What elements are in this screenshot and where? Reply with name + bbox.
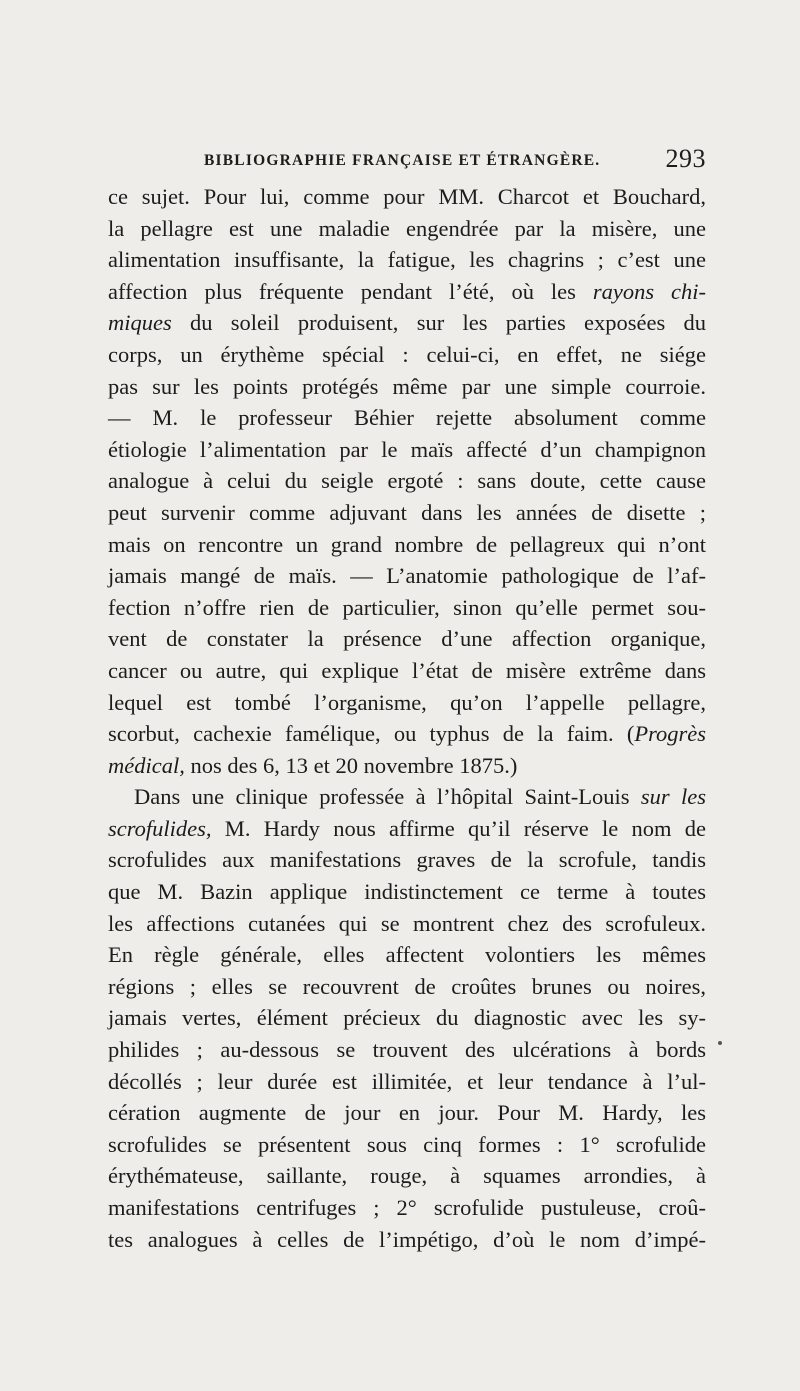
line-text: scrofulides aux manifestations graves de la scrofule, tandis (108, 847, 706, 873)
line-text: étiologie l’alimentation par le maïs affecté d’un champignon (108, 436, 706, 462)
line-text: ce sujet. Pour lui, comme pour MM. Charcot et Bouchard, (108, 184, 706, 209)
line-text: du soleil produisent, sur les parties exposées du (171, 310, 706, 336)
margin-speck (718, 1041, 722, 1045)
line-text: que M. Bazin applique indistinctement ce terme à toutes (108, 879, 706, 905)
text-line (108, 813, 706, 845)
italic-text: Progrès (634, 721, 706, 747)
text-line (108, 1192, 706, 1224)
text-line (108, 1097, 706, 1129)
line-text: scrofulides se présentent sous cinq formes : 1° scrofulide (108, 1131, 706, 1157)
text-line (108, 844, 706, 876)
text-line (108, 718, 706, 750)
text-line (108, 244, 706, 276)
line-text: vent de constater la présence d’une affection organique, (108, 626, 706, 652)
text-line (108, 1066, 706, 1098)
page-header (108, 144, 706, 178)
line-text: tes analogues à celles de l’impétigo, d’où le nom d’impé- (108, 1226, 706, 1252)
text-line (108, 434, 706, 466)
text-line (108, 339, 706, 371)
text-line (108, 371, 706, 403)
italic-text: scrofulides, (108, 815, 212, 841)
italic-text: sur les (640, 784, 706, 810)
text-line (108, 687, 706, 719)
line-text: affection plus fréquente pendant l’été, où les (108, 278, 593, 304)
text-line (108, 1034, 706, 1066)
line-text: — M. le professeur Béhier rejette absolument comme (108, 405, 706, 431)
line-text: mais on rencontre un grand nombre de pellagreux qui n’ont (108, 531, 706, 557)
text-line (108, 908, 706, 940)
line-text: manifestations centrifuges ; 2° scrofulide pustuleuse, croû- (108, 1195, 706, 1220)
line-text: pas sur les points protégés même par une simple courroie. (108, 373, 706, 399)
line-text: philides ; au-dessous se trouvent des ulcérations à bords (108, 1037, 706, 1063)
line-text: M. Hardy nous affirme qu’il réserve le nom de (211, 815, 706, 841)
text-line (108, 623, 706, 655)
text-line (108, 276, 706, 308)
text-line (108, 402, 706, 434)
line-text: alimentation insuffisante, la fatigue, les chagrins ; c’est une (108, 247, 706, 273)
running-title: BIBLIOGRAPHIE FRANÇAISE ET ÉTRANGÈRE. (204, 152, 601, 169)
line-text: lequel est tombé l’organisme, qu’on l’appelle pellagre, (108, 689, 706, 715)
text-line (108, 181, 706, 213)
line-text: analogue à celui du seigle ergoté : sans doute, cette cause (108, 468, 706, 494)
text-line (108, 529, 706, 561)
line-text: En règle générale, elles affectent volontiers les mêmes (108, 942, 706, 968)
line-text: décollés ; leur durée est illimitée, et leur tendance à l’ul- (108, 1068, 706, 1094)
text-line (108, 1224, 706, 1256)
line-text: peut survenir comme adjuvant dans les années de disette ; (108, 499, 706, 525)
line-text: les affections cutanées qui se montrent chez des scrofuleux. (108, 910, 706, 936)
italic-text: rayons chi- (592, 278, 706, 304)
line-text: cancer ou autre, qui explique l’état de misère extrême dans (108, 657, 706, 683)
line-text: jamais vertes, élément précieux du diagnostic avec les sy- (108, 1005, 706, 1031)
text-line (108, 750, 706, 782)
body-text (108, 181, 706, 1255)
page-number: 293 (665, 144, 706, 173)
text-line (108, 307, 706, 339)
text-line (108, 655, 706, 687)
line-text: Dans une clinique professée à l’hôpital Saint-Louis (134, 784, 641, 810)
italic-text: miques (108, 310, 172, 336)
text-line (108, 465, 706, 497)
line-text: régions ; elles se recouvrent de croûtes brunes ou noires, (108, 973, 706, 999)
text-line (108, 497, 706, 529)
line-text: cération augmente de jour en jour. Pour M. Hardy, les (108, 1100, 706, 1126)
text-line (108, 971, 706, 1003)
line-text: jamais mangé de maïs. — L’anatomie pathologique de l’af- (108, 563, 706, 589)
text-line (108, 560, 706, 592)
text-line (108, 1002, 706, 1034)
line-text: scorbut, cachexie famélique, ou typhus de la faim. ( (108, 721, 635, 747)
text-line (108, 781, 706, 813)
text-line (108, 939, 706, 971)
line-text: corps, un érythème spécial : celui-ci, en effet, ne siége (108, 341, 706, 367)
text-line (108, 592, 706, 624)
text-line (108, 876, 706, 908)
text-line (108, 1129, 706, 1161)
italic-text: médical, (108, 752, 185, 778)
line-text: la pellagre est une maladie engendrée par la misère, une (108, 215, 706, 241)
text-line (108, 1160, 706, 1192)
line-text: fection n’offre rien de particulier, sinon qu’elle permet sou- (108, 594, 706, 620)
text-line (108, 213, 706, 245)
line-text: nos des 6, 13 et 20 novembre 1875.) (184, 752, 518, 778)
line-text: érythémateuse, saillante, rouge, à squames arrondies, à (108, 1163, 706, 1189)
